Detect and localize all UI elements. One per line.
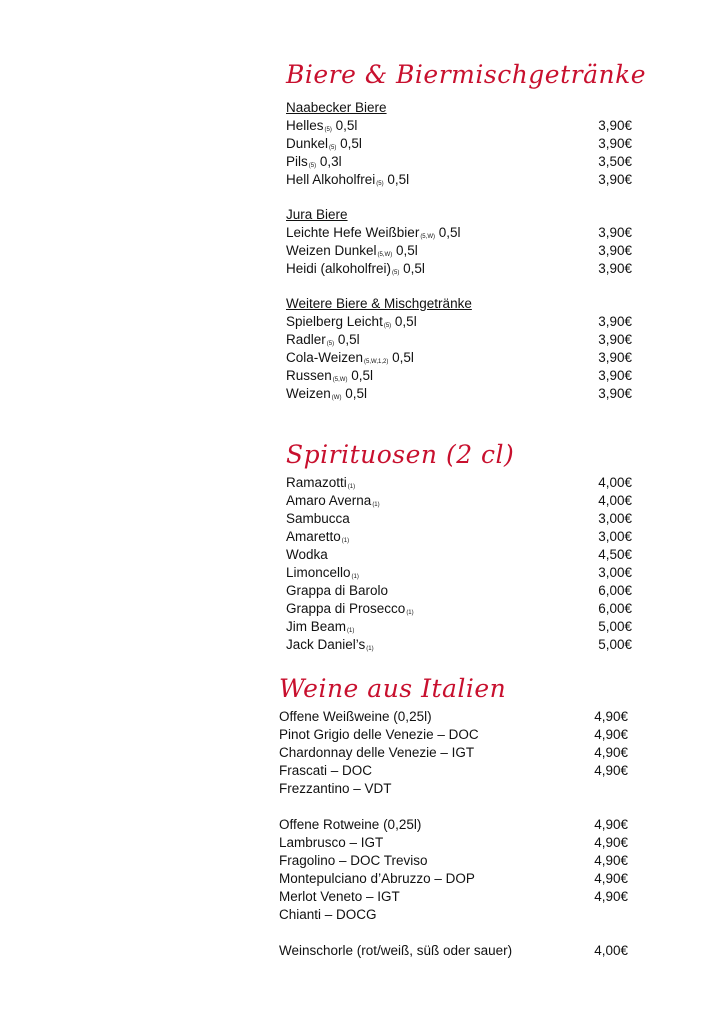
menu-item: Limoncello(1) 3,00€: [286, 565, 632, 580]
menu-item: Merlot Veneto – IGT 4,90€: [279, 889, 628, 904]
menu-item: Wodka 4,50€: [286, 547, 632, 562]
menu-item: Grappa di Prosecco(1) 6,00€: [286, 601, 632, 616]
menu-item: Jack Daniel’s(1) 5,00€: [286, 637, 632, 652]
menu-item: Frezzantino – VDT: [279, 781, 392, 796]
section-title-spirits: Spirituosen (2 cl): [286, 440, 515, 469]
beer-group-jura: [286, 206, 632, 278]
menu-item: Fragolino – DOC Treviso 4,90€: [279, 853, 628, 868]
wine-group-schorle: [279, 942, 628, 960]
menu-item: Chianti – DOCG: [279, 907, 377, 922]
menu-item: Amaretto(1) 3,00€: [286, 529, 632, 544]
menu-item: Pils(5) 0,3l 3,50€: [286, 154, 632, 169]
subtitle-jura: Jura Biere: [286, 207, 348, 222]
menu-item: Heidi (alkoholfrei)(5) 0,5l 3,90€: [286, 261, 632, 276]
section-title-beer: Biere & Biermischgetränke: [286, 60, 647, 89]
menu-item: Frascati – DOC 4,90€: [279, 763, 628, 778]
subtitle-weitere: Weitere Biere & Mischgetränke: [286, 296, 472, 311]
wine-group-red: [279, 816, 628, 924]
menu-item: Jim Beam(1) 5,00€: [286, 619, 632, 634]
menu-item: Offene Weißweine (0,25l) 4,90€: [279, 709, 628, 724]
menu-item: Offene Rotweine (0,25l) 4,90€: [279, 817, 628, 832]
menu-item: Helles(5) 0,5l 3,90€: [286, 118, 632, 133]
subtitle-naabecker: Naabecker Biere: [286, 100, 387, 115]
menu-item: Russen(5,W) 0,5l 3,90€: [286, 368, 632, 383]
menu-item: Leichte Hefe Weißbier(5,W) 0,5l 3,90€: [286, 225, 632, 240]
menu-item: Montepulciano d’Abruzzo – DOP 4,90€: [279, 871, 628, 886]
menu-item: Dunkel(5) 0,5l 3,90€: [286, 136, 632, 151]
menu-item: Weizen Dunkel(5,W) 0,5l 3,90€: [286, 243, 632, 258]
menu-item: Sambucca 3,00€: [286, 511, 632, 526]
spirits-list: [286, 474, 632, 654]
wine-group-white: [279, 708, 628, 798]
menu-item: Hell Alkoholfrei(5) 0,5l 3,90€: [286, 172, 632, 187]
menu-item: Spielberg Leicht(5) 0,5l 3,90€: [286, 314, 632, 329]
menu-item: Weinschorle (rot/weiß, süß oder sauer) 4,00€: [279, 943, 628, 958]
beer-group-naabecker: [286, 99, 632, 189]
menu-item: Weizen(W) 0,5l 3,90€: [286, 386, 632, 401]
menu-item: Chardonnay delle Venezie – IGT 4,90€: [279, 745, 628, 760]
menu-item: Cola-Weizen(5,W,1,2) 0,5l 3,90€: [286, 350, 632, 365]
section-title-wine: Weine aus Italien: [279, 674, 507, 703]
menu-item: Lambrusco – IGT 4,90€: [279, 835, 628, 850]
menu-item: Grappa di Barolo 6,00€: [286, 583, 632, 598]
menu-item: Radler(5) 0,5l 3,90€: [286, 332, 632, 347]
beer-group-weitere: [286, 295, 632, 403]
menu-item: Ramazotti(1) 4,00€: [286, 475, 632, 490]
menu-item: Pinot Grigio delle Venezie – DOC 4,90€: [279, 727, 628, 742]
menu-item: Amaro Averna(1) 4,00€: [286, 493, 632, 508]
